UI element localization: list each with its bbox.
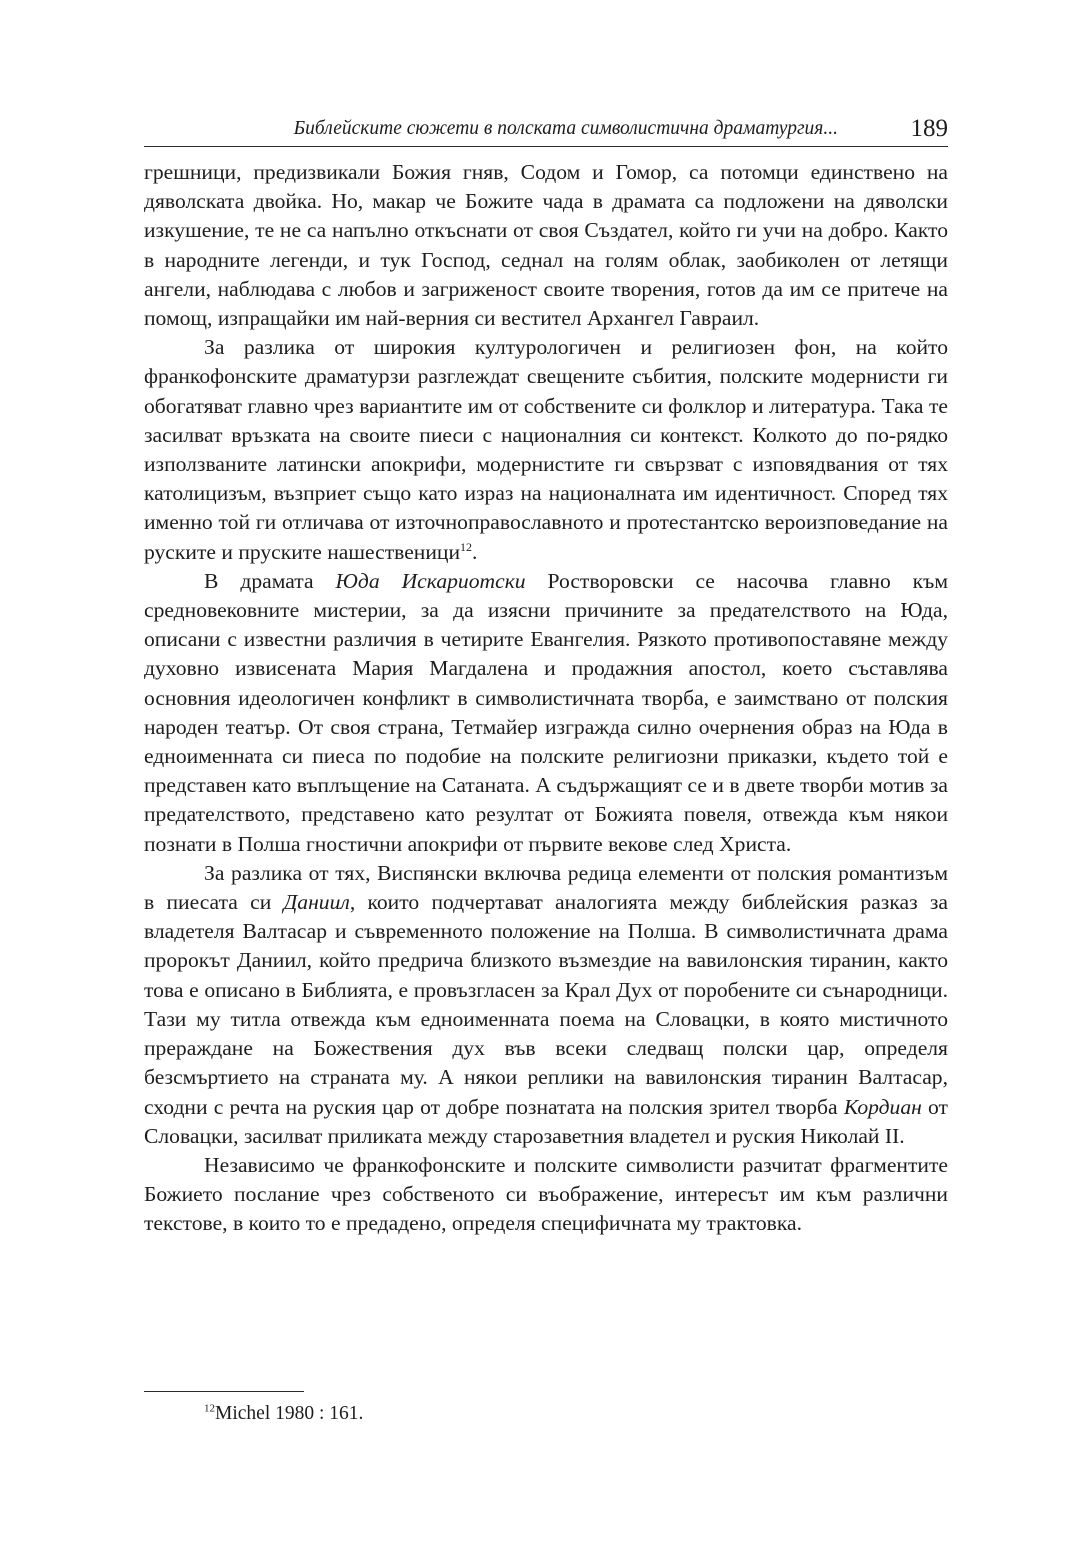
paragraph-1-text: грешници, предизвикали Божия гняв, Содом и Гомор, са потомци единствено на дяволската двойка. Но, макар че Божите чада в драмата са подложени на дяволски изкушение, те не са напълно откъснати от своя Създател, който ги учи на добро. Както в народните легенди, и тук Господ, седнал на голям облак, заобиколен от летящи ангели, наблюдава с любов и загриженост своите творения, готов да им се притече на помощ, изпращайки им най-верния си вестител Архангел Гавраил. — [144, 160, 948, 331]
paragraph-3 — [144, 567, 948, 859]
work-title-daniil: Даниил — [283, 890, 350, 915]
footnote-reference[interactable]: 12 — [460, 539, 473, 554]
page-header — [144, 112, 948, 147]
paragraph-2 — [144, 333, 948, 567]
paragraph-4-text-end: от Словацки, засилват приликата между старозаветния владетел и руския Николай II. — [144, 1094, 948, 1148]
footnote — [204, 1401, 363, 1427]
paragraph-4-text-start: За разлика от тях, Виспянски включва редица елементи от полския романтизъм в пиесата си — [144, 860, 948, 915]
running-title: Библейските сюжети в полската символистична драматургия... — [293, 118, 838, 139]
work-title-juda: Юда Искариотски — [335, 568, 526, 593]
paragraph-4-text-middle: , които подчертават аналогията между библейския разказ за владетеля Валтасар и съвременното положение на Полша. В символистичната драма пророкът Даниил, който предрича близкото възмездие на вавилонския тиранин, както това е описано в Библията, е провъзгласен за Крал Дух от поробените си сънародници. Тази му титла отвежда към едноименната поема на Словацки, в която мистичното прераждане на Божествения дух във всеки следващ полски цар, определя безсмъртието на страната му. А някои реплики на вавилонския тиранин Валтасар, сходни с речта на руския цар от добре познатата на полския зрител творба — [144, 890, 948, 1119]
page-number: 189 — [910, 115, 948, 142]
paragraph-5-text: Независимо че франкофонските и полските символисти разчитат фрагментите Божието послание чрез собственото си въображение, интересът им към различни текстове, в които то е предадено, определя специфичната му трактовка. — [144, 1152, 948, 1236]
footnote-number: 12 — [204, 1402, 215, 1415]
paragraph-3-text-rest: Ростворовски се насочва главно към средновековните мистерии, за да изясни причините за предателството на Юда, описани с известни различия в четирите Евангелия. Рязкото противопоставяне между духовно извисената Мария Магдалена и продажния апостол, което съставлява основния идеологичен конфликт в символистичната творба, е заимствано от полския народен театър. От своя страна, Тетмайер изгражда силно очернения образ на Юда в едноименната си пиеса по подобие на полските религиозни приказки, където той е представен като въплъщение на Сатаната. А съдържащият се и в двете творби мотив за предателството, представено като резултат от Божията повеля, отвежда към някои познати в Полша гностични апокрифи от първите векове след Христа. — [144, 568, 948, 856]
paragraph-2-text: За разлика от широкия културологичен и религиозен фон, на който франкофонските драматурзи разглеждат свещените събития, полските модернисти ги обогатяват главно чрез вариантите им от собствените си фолклор и литература. Така те засилват връзката на своите пиеси с националния си контекст. Колкото до по-рядко използваните латински апокрифи, модернистите ги свързват с изповядвания от тях католицизъм, възприет също като израз на националната им идентичност. Според тях именно той ги отличава от източноправославното и протестантско вероизповедание на руските и пруските нашественици — [144, 335, 948, 564]
body-text — [144, 158, 948, 1239]
paragraph-5 — [144, 1151, 948, 1239]
paragraph-3-text-start: В драмата — [204, 568, 336, 593]
paragraph-4 — [144, 859, 948, 1151]
paragraph-1 — [144, 158, 948, 333]
footnote-divider — [144, 1391, 304, 1392]
paragraph-2-end: . — [472, 539, 478, 564]
footnote-text: Michel 1980 : 161. — [215, 1403, 364, 1424]
work-title-kordian: Кордиан — [843, 1094, 922, 1119]
